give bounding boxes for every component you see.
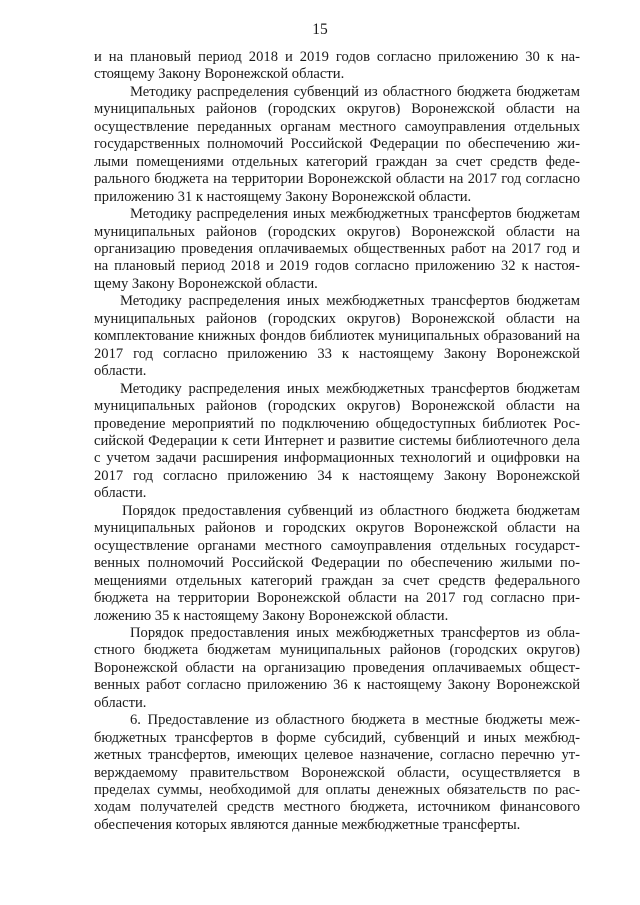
paragraph-subvention-housing-method: Методику распределения субвенций из областного бюджета бюджетам муниципальных районов (городских округов) Воронежской области на осуществление переданных органам местного самоуправления отдельных государственных полномочий Российской Федерации по обеспечению жилыми помещениями отдельных категорий граждан за счет средств федерального бюджета на территории Воронежской области на 2017 год согласно приложению 31 к настоящему Закону Воронежской области. [94, 83, 580, 205]
paragraph-public-works-procedure: Порядок предоставления иных межбюджетных трансфертов из областного бюджета бюджетам муниципальных районов (городских округов) Воронежской области на организацию проведения оплачиваемых общественных работ согласно приложению 36 к настоящему Закону Воронежской области. [94, 624, 580, 711]
paragraph-subvention-housing-procedure: Порядок предоставления субвенций из областного бюджета бюджетам муниципальных районов и городских округов Воронежской области на осуществление органами местного самоуправления отдельных государственных полномочий Российской Федерации по обеспечению жилыми помещениями отдельных категорий граждан за счет средств федерального бюджета на территории Воронежской области на 2017 год согласно приложению 35 к настоящему Закону Воронежской области. [94, 502, 580, 624]
document-body [94, 49, 580, 834]
paragraph-section-6: 6. Предоставление из областного бюджета в местные бюджеты межбюджетных трансфертов в форме субсидий, субвенций и иных межбюджетных трансфертов, имеющих целевое назначение, согласно перечню утверждаемому правительством Воронежской области, осуществляется в пределах суммы, необходимой для оплаты денежных обязательств по расходам получателей средств местного бюджета, источником финансового обеспечения которых являются данные межбюджетные трансферты. [94, 712, 580, 833]
paragraph-continuation: и на плановый период 2018 и 2019 годов согласно приложению 30 к настоящему Закону Воронежской области. [94, 49, 580, 83]
paragraph-public-works-method: Методику распределения иных межбюджетных трансфертов бюджетам муниципальных районов (городских округов) Воронежской области на организацию проведения оплачиваемых общественных работ на 2017 год и на плановый период 2018 и 2019 годов согласно приложению 32 к настоящему Закону Воронежской области. [94, 206, 580, 292]
page-number: 15 [312, 21, 328, 38]
paragraph-library-funds-method: Методику распределения иных межбюджетных трансфертов бюджетам муниципальных районов (городских округов) Воронежской области на комплектование книжных фондов библиотек муниципальных образований на 2017 год согласно приложению 33 к настоящему Закону Воронежской области. [94, 293, 580, 380]
paragraph-library-internet-method: Методику распределения иных межбюджетных трансфертов бюджетам муниципальных районов (городских округов) Воронежской области на проведение мероприятий по подключению общедоступных библиотек Российской Федерации к сети Интернет и развитие системы библиотечного дела с учетом задачи расширения информационных технологий и оцифровки на 2017 год согласно приложению 34 к настоящему Закону Воронежской области. [94, 380, 580, 502]
